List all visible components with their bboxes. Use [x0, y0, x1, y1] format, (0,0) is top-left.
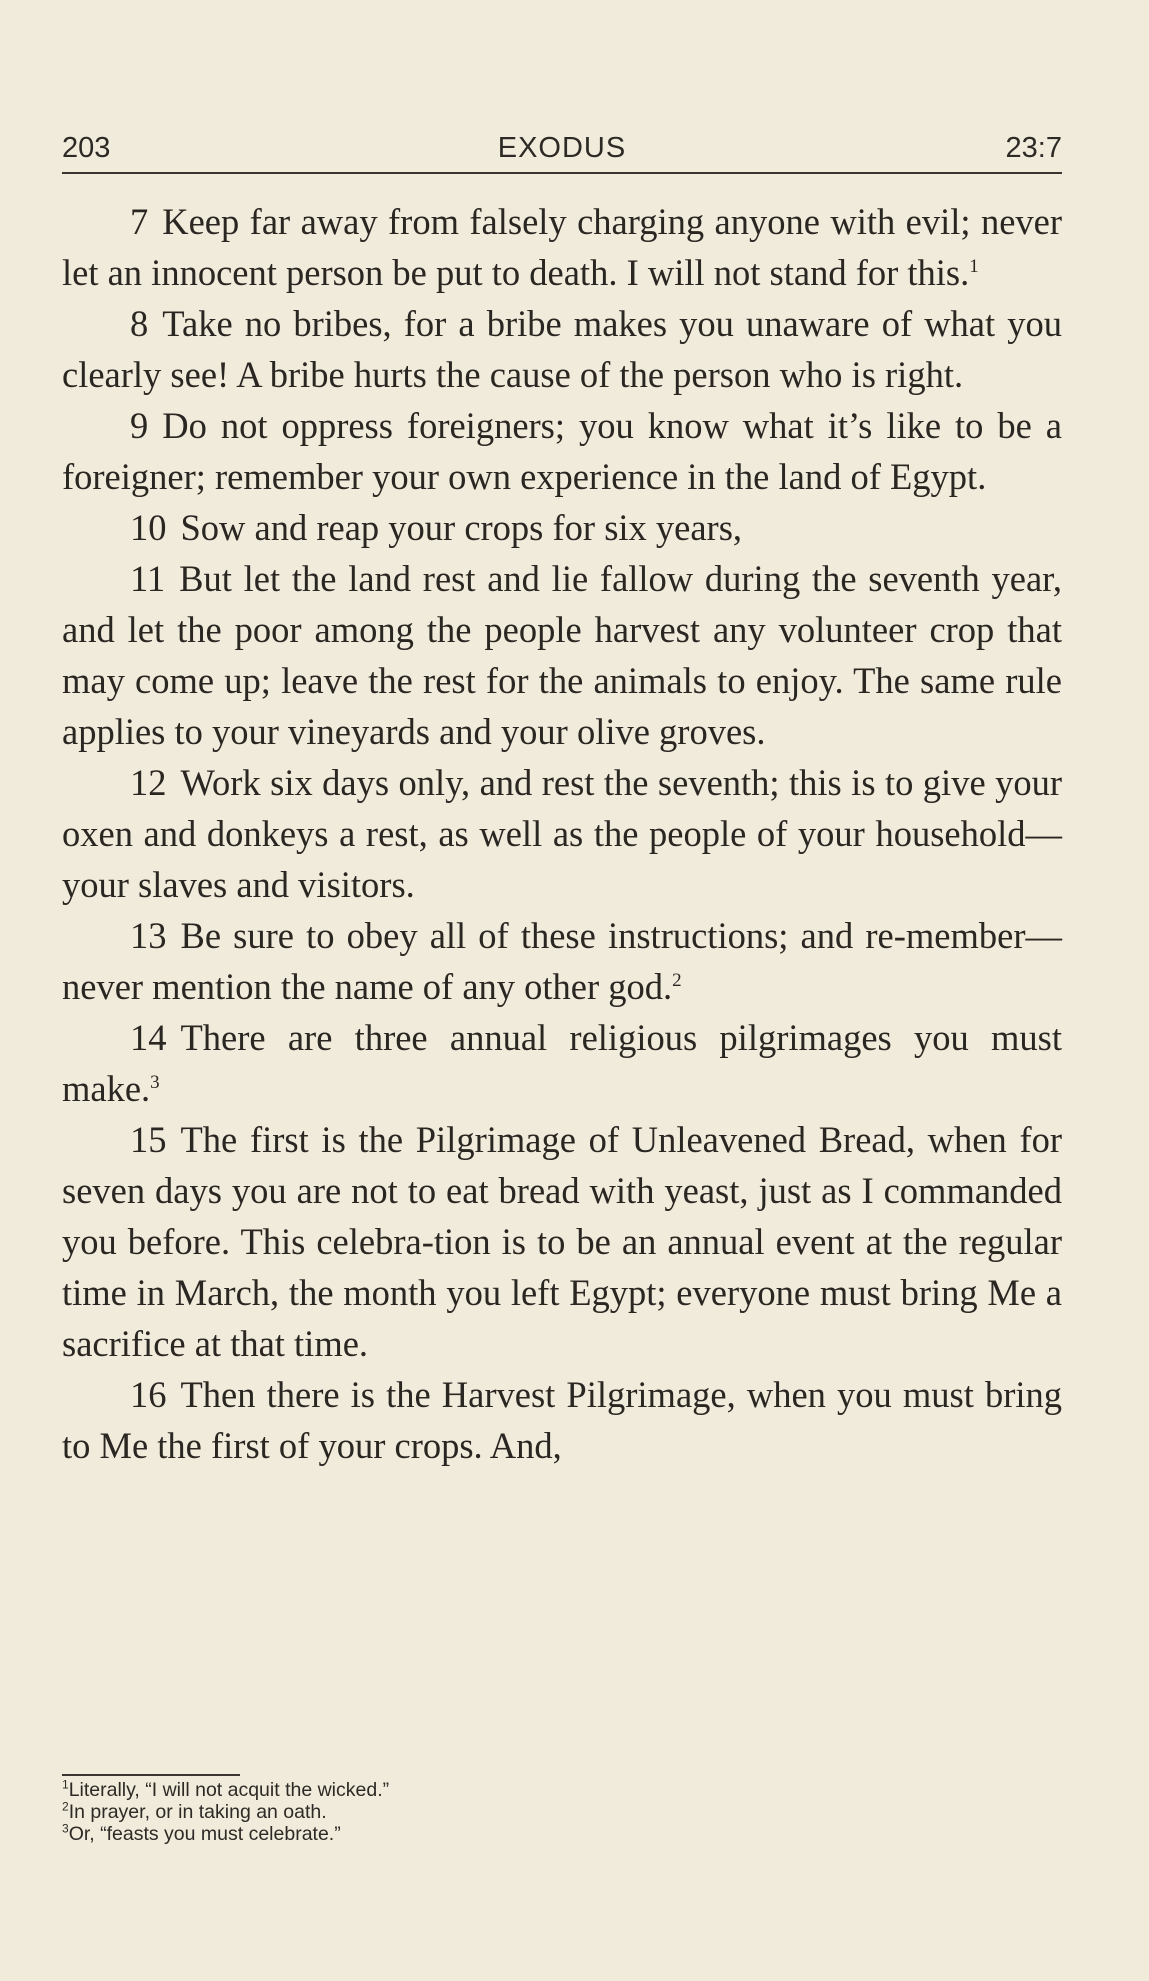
footnote-rule — [62, 1774, 240, 1776]
footnote-text: Literally, “I will not acquit the wicked.” — [68, 1779, 390, 1801]
verse — [62, 757, 1062, 910]
verse-text: Then there is the Harvest Pilgrimage, when you must bring to Me the first of your crops. And, — [62, 1374, 1062, 1466]
verse-number: 16 — [130, 1374, 167, 1415]
verse-number: 12 — [130, 762, 167, 803]
verse — [62, 196, 1062, 298]
footnote-mark: 2 — [62, 1799, 69, 1814]
footnote — [62, 1801, 762, 1823]
footnotes — [62, 1779, 762, 1845]
verse-number: 10 — [130, 507, 167, 548]
footnote-mark: 3 — [62, 1821, 69, 1836]
verse-text: But let the land rest and lie fallow during the seventh year, and let the poor among the people harvest any volunteer crop that may come up; leave the rest for the animals to enjoy. The same rule applies to your vineyards and your olive groves. — [62, 558, 1062, 752]
verse-text: Be sure to obey all of these instructions; and re-member—never mention the name of any other god. — [62, 915, 1062, 1007]
footnote-text: Or, “feasts you must celebrate.” — [68, 1823, 341, 1845]
page-number: 203 — [62, 132, 111, 164]
verse — [62, 910, 1062, 1012]
verse-text: Sow and reap your crops for six years, — [180, 507, 743, 548]
verse-text: There are three annual religious pilgrimages you must make. — [62, 1017, 1062, 1109]
verse-text: Take no bribes, for a bribe makes you unaware of what you clearly see! A bribe hurts the cause of the person who is right. — [62, 303, 1062, 395]
verse-number: 9 — [130, 405, 149, 446]
verse — [62, 298, 1062, 400]
scripture-text — [62, 196, 1062, 1471]
verse — [62, 1369, 1062, 1471]
book-title: EXODUS — [497, 132, 627, 164]
verse-text: Do not oppress foreigners; you know what it’s like to be a foreigner; remember your own experience in the land of Egypt. — [62, 405, 1062, 497]
verse — [62, 553, 1062, 757]
verse-number: 15 — [130, 1119, 167, 1160]
footnote — [62, 1779, 762, 1801]
chapter-verse-reference: 23:7 — [1005, 132, 1062, 164]
verse — [62, 1114, 1062, 1369]
verse-text: The first is the Pilgrimage of Unleavened Bread, when for seven days you are not to eat bread with yeast, just as I commanded you before. This celebra-tion is to be an annual event at the regular time in March, the month you left Egypt; everyone must bring Me a sacrifice at that time. — [62, 1119, 1062, 1364]
running-header — [62, 132, 1062, 172]
footnote-mark: 1 — [62, 1777, 69, 1792]
footnote-marker[interactable]: 2 — [672, 969, 682, 991]
verse — [62, 400, 1062, 502]
verse-number: 8 — [130, 303, 149, 344]
verse-number: 14 — [130, 1017, 167, 1058]
verse-number: 11 — [130, 558, 166, 599]
verse-number: 7 — [130, 201, 149, 242]
verse — [62, 502, 1062, 553]
footnote-marker[interactable]: 1 — [969, 255, 979, 277]
verse-text: Keep far away from falsely charging anyone with evil; never let an innocent person be put to death. I will not stand for this. — [62, 201, 1062, 293]
footnote-text: In prayer, or in taking an oath. — [68, 1801, 327, 1823]
verse-number: 13 — [130, 915, 167, 956]
footnote-marker[interactable]: 3 — [150, 1071, 160, 1093]
verse-text: Work six days only, and rest the seventh; this is to give your oxen and donkeys a rest, as well as the people of your household—your slaves and visitors. — [62, 762, 1062, 905]
verse — [62, 1012, 1062, 1114]
footnote — [62, 1823, 762, 1845]
header-rule — [62, 172, 1062, 174]
